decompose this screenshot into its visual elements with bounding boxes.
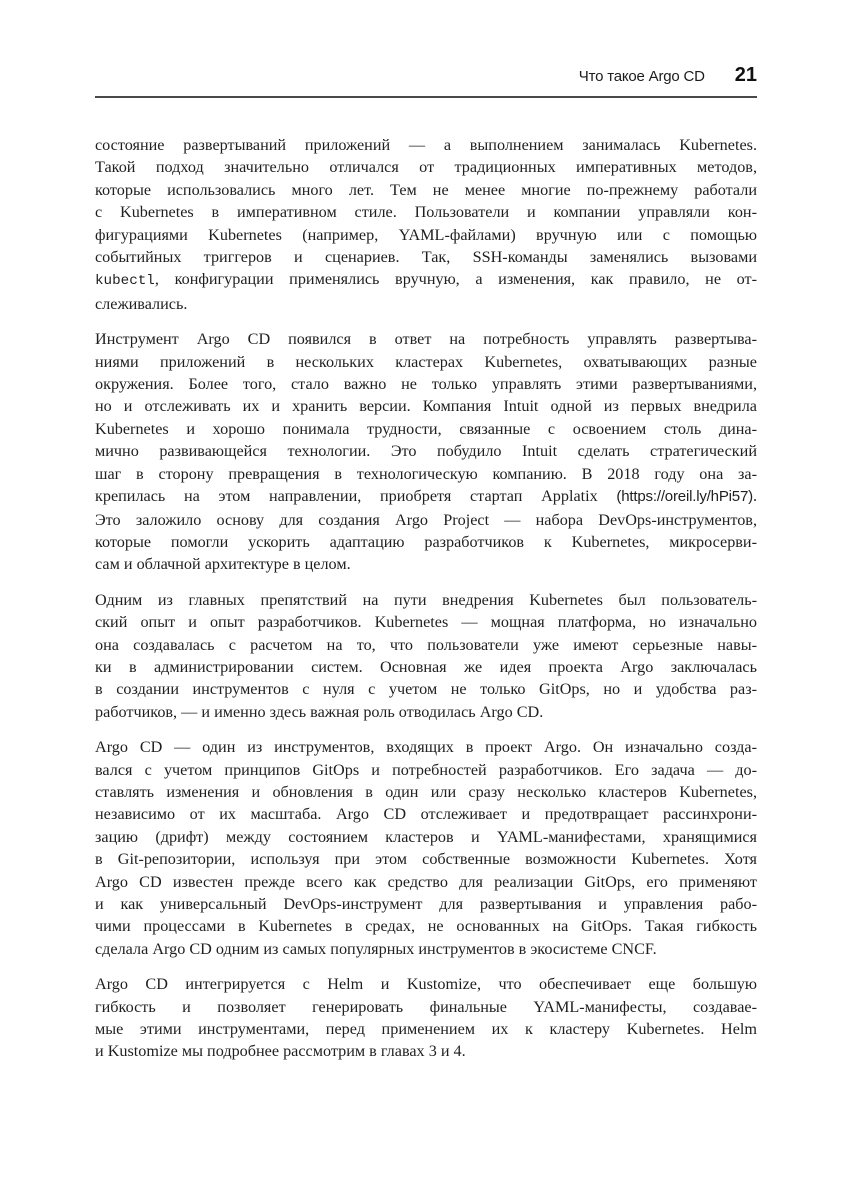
- paragraph: [95, 589, 757, 723]
- text-run: Argo CD — один из инструментов, входящих в проект Argo. Он изначально созда-: [95, 738, 757, 757]
- text-run: с Kubernetes в императивном стиле. Пользователи и компании управляли кон-: [95, 203, 757, 222]
- text-line: [95, 1040, 757, 1062]
- page-body: [95, 134, 757, 1063]
- text-run: Одним из главных препятствий на пути внедрения Kubernetes был пользователь-: [95, 590, 757, 609]
- text-line: [95, 179, 757, 201]
- text-run: в создании инструментов с нуля с учетом не только GitOps, но и удобства раз-: [95, 680, 757, 699]
- text-line: [95, 656, 757, 678]
- text-run: и Kustomize мы подробнее рассмотрим в главах 3 и 4.: [95, 1042, 466, 1061]
- text-line: [95, 156, 757, 178]
- text-run: шаг в сторону превращения в технологическую компанию. В 2018 году она за-: [95, 464, 757, 483]
- text-line: [95, 463, 757, 485]
- text-line: [95, 328, 757, 350]
- paragraph: [95, 328, 757, 575]
- text-line: [95, 611, 757, 633]
- text-line: [95, 736, 757, 758]
- text-run: независимо от их масштаба. Argo CD отслеживает и предотвращает рассинхрони-: [95, 805, 757, 824]
- running-header: [95, 64, 757, 98]
- text-run: но и отслеживать их и хранить версии. Компания Intuit одной из первых внедрила: [95, 397, 757, 416]
- text-run: которые использовались много лет. Тем не менее многие по-прежнему работали: [95, 180, 757, 199]
- text-line: [95, 268, 757, 292]
- text-run: вался с учетом принципов GitOps и потребностей разработчиков. Его задача — до-: [95, 760, 757, 779]
- text-run: Такой подход значительно отличался от традиционных императивных методов,: [95, 158, 757, 177]
- paragraph: [95, 736, 757, 960]
- text-line: [95, 781, 757, 803]
- text-run: ставлять изменения и обновления в один или сразу несколько кластеров Kubernetes,: [95, 782, 757, 801]
- text-run: Argo CD интегрируется с Helm и Kustomize, что обеспечивает еще большую: [95, 975, 757, 994]
- inline-url: (https://oreil.ly/hPi57): [616, 488, 753, 506]
- text-run: Argo CD известен прежде всего как средство для реализации GitOps, его применяют: [95, 872, 757, 891]
- text-run: зацию (дрифт) между состоянием кластеров и YAML-манифестами, хранящимися: [95, 827, 757, 846]
- text-line: [95, 589, 757, 611]
- text-run: чими процессами в Kubernetes в средах, не основанных на GitOps. Такая гибкость: [95, 917, 757, 936]
- text-line: [95, 224, 757, 246]
- text-run: .: [752, 487, 757, 506]
- text-run: Инструмент Argo CD появился в ответ на потребность управлять развертыва-: [95, 330, 757, 349]
- text-run: Это заложило основу для создания Argo Project — набора DevOps-инструментов,: [95, 510, 757, 529]
- text-line: [95, 201, 757, 223]
- paragraph: [95, 134, 757, 315]
- text-line: [95, 246, 757, 268]
- text-line: [95, 553, 757, 575]
- text-line: [95, 1018, 757, 1040]
- text-line: [95, 826, 757, 848]
- text-line: [95, 485, 757, 508]
- text-run: состояние развертываний приложений — а выполнением занималась Kubernetes.: [95, 136, 757, 154]
- text-line: [95, 871, 757, 893]
- text-line: [95, 293, 757, 315]
- inline-code: kubectl: [95, 273, 155, 290]
- text-run: гибкость и позволяет генерировать финальные YAML-манифесты, создавае-: [95, 997, 757, 1016]
- text-line: [95, 373, 757, 395]
- text-run: , конфигурации применялись вручную, а изменения, как правило, не от-: [154, 270, 757, 289]
- text-run: сделала Argo CD одним из самых популярных инструментов в экосистеме CNCF.: [95, 939, 657, 958]
- text-run: фигурациями Kubernetes (например, YAML-файлами) вручную или с помощью: [95, 225, 757, 244]
- text-run: мично развивающейся технологии. Это побудило Intuit сделать стратегический: [95, 442, 757, 461]
- text-run: крепилась на этом направлении, приобретя стартап Applatix: [95, 487, 617, 506]
- text-line: [95, 973, 757, 995]
- text-line: [95, 848, 757, 870]
- text-run: ниями приложений в нескольких кластерах Kubernetes, охватывающих разные: [95, 352, 757, 371]
- page-content: [95, 0, 757, 1076]
- text-run: работчиков, — и именно здесь важная роль отводилась Argo CD.: [95, 702, 544, 721]
- text-run: событийных триггеров и сценариев. Так, SSH-команды заменялись вызовами: [95, 248, 757, 267]
- text-line: [95, 395, 757, 417]
- text-line: [95, 893, 757, 915]
- text-line: [95, 440, 757, 462]
- text-line: [95, 509, 757, 531]
- text-line: [95, 938, 757, 960]
- text-line: [95, 678, 757, 700]
- text-line: [95, 634, 757, 656]
- text-run: слеживались.: [95, 294, 188, 313]
- text-run: которые помогли ускорить адаптацию разработчиков к Kubernetes, микросерви-: [95, 532, 757, 551]
- text-run: ский опыт и опыт разработчиков. Kubernetes — мощная платформа, но изначально: [95, 613, 757, 632]
- text-line: [95, 701, 757, 723]
- text-line: [95, 134, 757, 156]
- text-line: [95, 996, 757, 1018]
- text-line: [95, 759, 757, 781]
- text-line: [95, 915, 757, 937]
- text-run: она создавалась с расчетом на то, что пользователи уже имеют серьезные навы-: [95, 635, 757, 654]
- text-line: [95, 531, 757, 553]
- text-run: и как универсальный DevOps-инструмент для развертывания и управления рабо-: [95, 895, 757, 913]
- text-run: сам и облачной архитектуре в целом.: [95, 555, 351, 574]
- text-line: [95, 803, 757, 825]
- text-line: [95, 418, 757, 440]
- paragraph: [95, 973, 757, 1063]
- text-run: окружения. Более того, стало важно не только управлять этими развертываниями,: [95, 375, 757, 394]
- text-run: ки в администрировании систем. Основная же идея проекта Argo заключалась: [95, 657, 757, 676]
- text-line: [95, 351, 757, 373]
- page-number: 21: [734, 64, 757, 86]
- text-run: Kubernetes и хорошо понимала трудности, связанные с освоением столь дина-: [95, 419, 757, 438]
- text-run: в Git-репозитории, используя при этом собственные возможности Kubernetes. Хотя: [95, 850, 757, 869]
- running-head-title: Что такое Argo CD: [578, 68, 705, 85]
- text-run: мые этими инструментами, перед применением их к кластеру Kubernetes. Helm: [95, 1020, 757, 1039]
